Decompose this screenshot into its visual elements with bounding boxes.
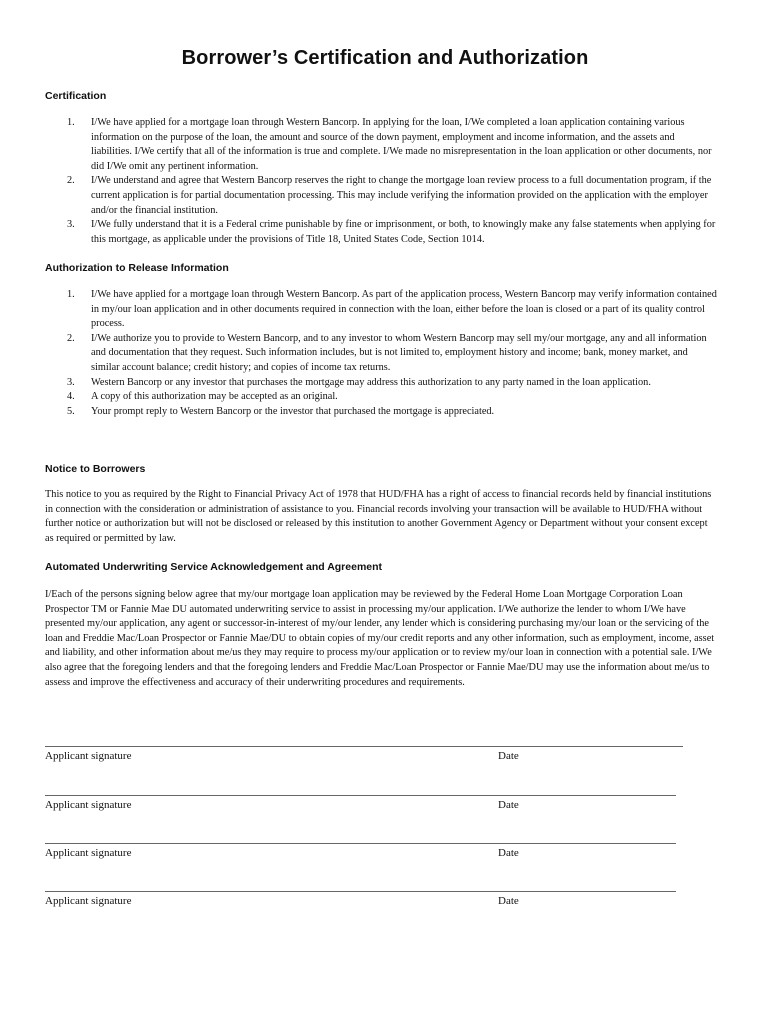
item-text: I/We have applied for a mortgage loan through Western Bancorp. In applying for the loan, I/We completed a loan application containing various information on the purpose of the loan, the amount and source of the down payment, employment and income information, and the assets and liabilities. I/We certify that all of the information is true and complete. I/We made no misrepresentation in the loan application or other documents, nor did I/We omit any pertinent information. (91, 117, 712, 172)
underwriting-paragraph: I/Each of the persons signing below agree that my/our mortgage loan application may be reviewed by the Federal Home Loan Mortgage Corporation Loan Prospector TM or Fannie Mae DU automated underwriting service to assist in processing my/our application. I/We authorize the lender to whom I/We have presented my/our application, any agent or successor-in-interest of my/our lender, any lender which is considering purchasing my/our loan or the servicing of the loan and Freddie Mac/Loan Prospector or Fannie Mae/DU to obtain copies of my/our credit reports and any other information, such as employment, income, asset and liability, and other information about me/us they may require to process my/our application or to review my/our loan in connection with a potential sale. I/We also agree that the foregoing lenders and that the foregoing lenders and Freddie Mac/Loan Prospector or Fannie Mae/DU may use the information about me/us to assess and improve the effectiveness and accuracy of their underwriting procedures and requirements. (45, 589, 715, 688)
item-text: I/We fully understand that it is a Federal crime punishable by fine or imprisonment, or both, to knowingly make any false statements when applying for this mortgage, as applicable under the provisions of Title 18, United States Code, Section 1014. (91, 219, 716, 245)
applicant-signature-label: Applicant signature (45, 895, 132, 907)
applicant-signature-label: Applicant signature (45, 799, 132, 811)
date-label: Date (498, 847, 519, 859)
applicant-signature-label: Applicant signature (45, 750, 132, 762)
underwriting-heading: Automated Underwriting Service Acknowledgement and Agreement (45, 561, 383, 573)
list-item (45, 174, 717, 218)
list-item (45, 332, 717, 376)
item-text: I/We understand and agree that Western Bancorp reserves the right to change the mortgage loan review process to a full documentation program, if the current application is for partial documentation processing. This may include verifying the information provided on the application with the employer and/or the financial institution. (91, 175, 712, 216)
list-item (45, 405, 717, 420)
date-label: Date (498, 895, 519, 907)
page-title: Borrower’s Certification and Authorization (181, 47, 589, 69)
signature-line (45, 746, 683, 747)
item-text: Western Bancorp or any investor that purchases the mortgage may address this authorization to any party named in the loan application. (91, 376, 651, 388)
certification-heading: Certification (45, 90, 107, 102)
signature-line (45, 795, 676, 796)
item-number: 3. (67, 376, 75, 388)
list-item (45, 288, 717, 332)
item-text: I/We authorize you to provide to Western Bancorp, and to any investor to whom Western Bancorp may sell my/our mortgage, any and all information and documentation that they request. Such information includes, but is not limited to, employment history and income; bank, money market, and similar account balance; credit history; and copies of income tax returns. (91, 332, 707, 373)
notice-heading: Notice to Borrowers (45, 463, 146, 475)
item-number: 5. (67, 405, 75, 417)
list-item (45, 390, 717, 405)
authorization-list (45, 288, 717, 419)
item-text: I/We have applied for a mortgage loan through Western Bancorp. As part of the application process, Western Bancorp may verify information contained in my/our loan application and in other documents required in connection with the loan, either before the loan is closed or a part of its quality control process. (91, 289, 717, 330)
notice-paragraph: This notice to you as required by the Right to Financial Privacy Act of 1978 that HUD/FHA has a right of access to financial records held by financial institutions in connection with the consideration or administration of assistance to you. Financial records involving your transaction will be available to HUD/FHA without further notice or authorization but will not be disclosed or released by this institution to another Government Agency or Department without your consent except as required or permitted by law. (45, 489, 712, 544)
item-number: 2. (67, 332, 75, 344)
list-item (45, 218, 717, 247)
item-number: 4. (67, 391, 75, 403)
authorization-heading: Authorization to Release Information (45, 262, 229, 274)
list-item (45, 376, 717, 391)
date-label: Date (498, 799, 519, 811)
item-number: 1. (67, 289, 75, 300)
item-number: 3. (67, 219, 75, 231)
item-text: Your prompt reply to Western Bancorp or the investor that purchased the mortgage is appreciated. (91, 405, 495, 417)
signature-line (45, 891, 676, 892)
list-item (45, 116, 717, 174)
item-number: 1. (67, 117, 75, 128)
signature-line (45, 843, 676, 844)
item-number: 2. (67, 175, 75, 187)
item-text: A copy of this authorization may be accepted as an original. (91, 391, 338, 403)
date-label: Date (498, 750, 519, 762)
certification-list (45, 116, 717, 247)
applicant-signature-label: Applicant signature (45, 847, 132, 859)
